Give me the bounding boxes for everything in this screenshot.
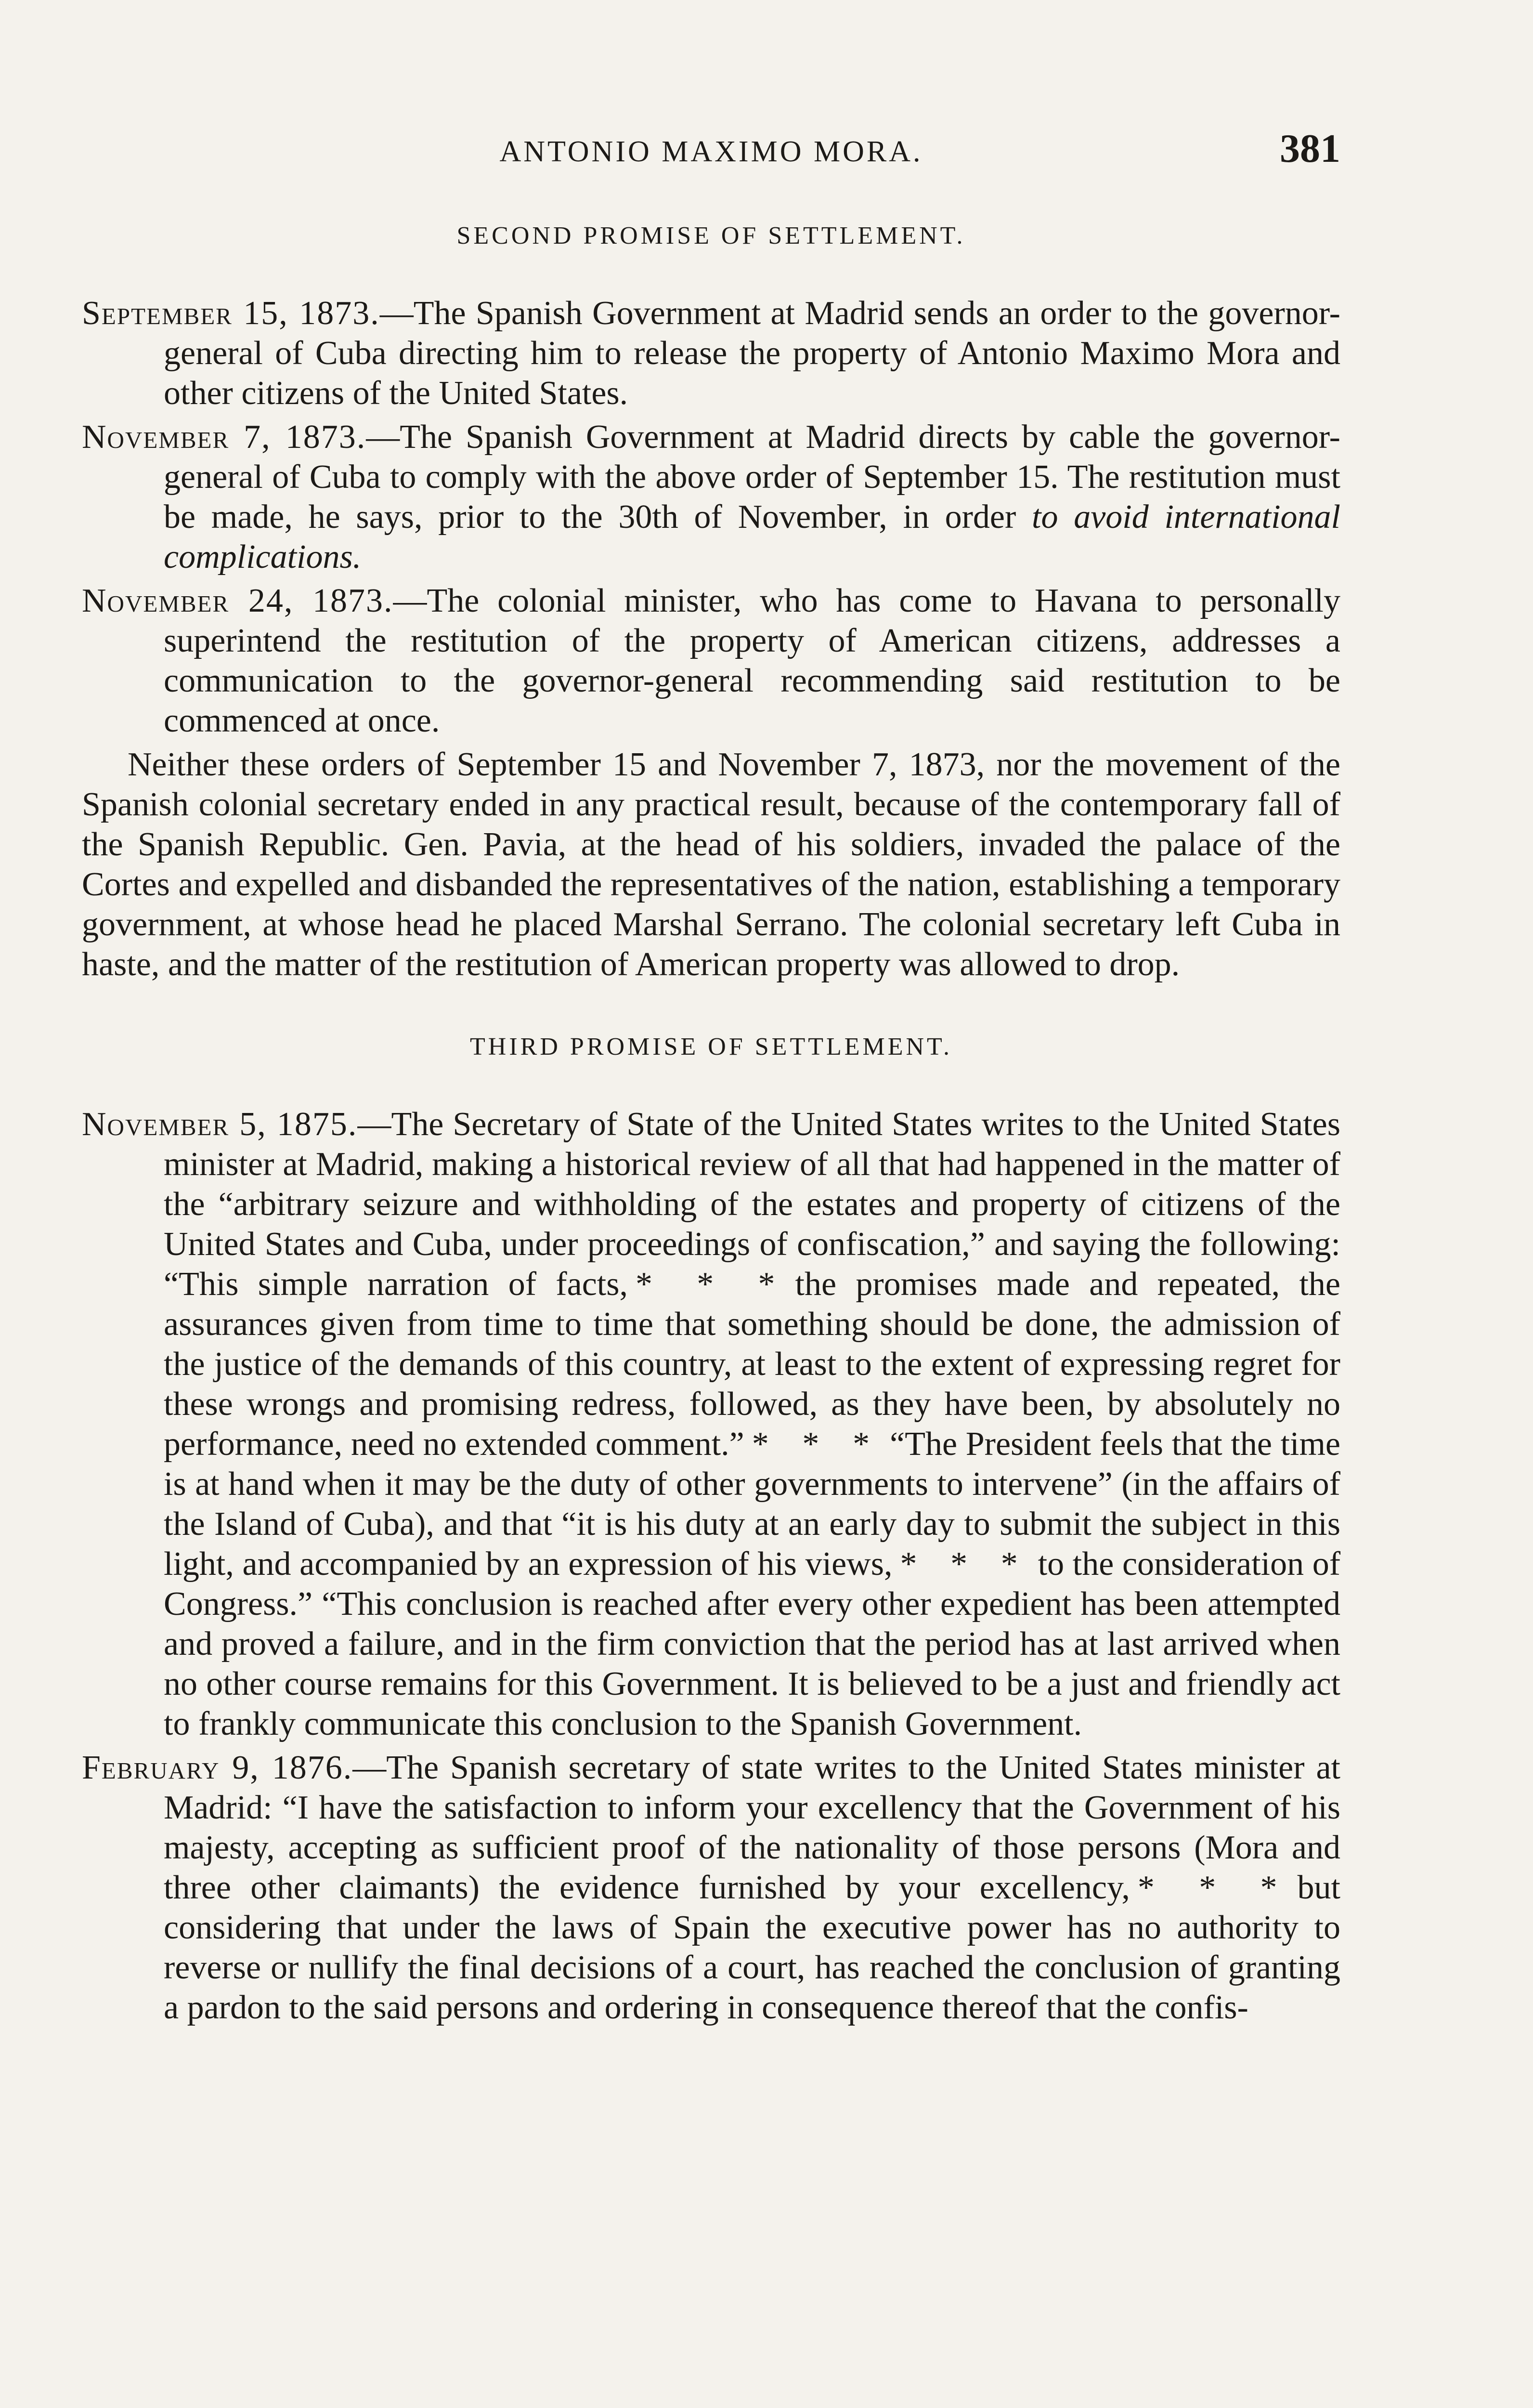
entry-text: —The Spanish secretary of state writes to the United States minister at Madrid: “I have the satisfaction to inform your excellency that the Government of his majesty, accepting as sufficient proof of the nationality of those persons (Mora and three other claimants) the evidence furnished by your excellency,: [164, 1749, 1340, 1906]
ellipsis-stars: * * *: [752, 1426, 883, 1463]
entry-emphasis: to avoid international complications.: [164, 498, 1340, 576]
entry-date: February 9, 1876.: [82, 1749, 353, 1786]
entry-date: November 5, 1875.: [82, 1106, 358, 1143]
entry-feb-9-1876: [82, 1748, 1340, 2028]
entry-text: —The colonial minister, who has come to Havana to personally superintend the restitution of the property of American citizens, addresses a communication to the governor-general recommending said restitution to be commenced at once.: [164, 582, 1340, 739]
page-number: 381: [1280, 126, 1340, 171]
entry-date: November 7, 1873.: [82, 419, 366, 456]
entry-text: the promises made and repeated, the assurances given from time to time that something should be done, the admission of the justice of the demands of this country, at least to the extent of expressing regret for these wrongs and promising redress, followed, as they have been, by absolutely no performance, need no extended comment.”: [164, 1266, 1340, 1463]
entry-sep-15-1873: [82, 293, 1340, 413]
entry-nov-24-1873: [82, 581, 1340, 741]
section-heading: THIRD PROMISE OF SETTLEMENT.: [470, 1033, 952, 1060]
ellipsis-stars: * * *: [635, 1266, 788, 1303]
running-title: ANTONIO MAXIMO MORA.: [499, 135, 923, 168]
entry-text: —The Spanish Government at Madrid directs by cable the governor-general of Cuba to comply with the above order of September 15. The restitution must be made, he says, prior to the 30th of November, in order: [164, 419, 1340, 536]
ellipsis-stars: * * *: [1137, 1869, 1290, 1906]
entry-date: November 24, 1873.: [82, 582, 393, 619]
entry-text: to the consideration of Congress.” “This conclusion is reached after every other expedient has been attempted and proved a failure, and in the firm conviction that the period has at last arrived when no other course remains for this Government. It is believed to be a just and friendly act to frankly communicate this conclusion to the Spanish Government.: [164, 1545, 1341, 1742]
section-heading: SECOND PROMISE OF SETTLEMENT.: [456, 222, 966, 249]
running-header: [82, 125, 1340, 178]
entry-text: —The Spanish Government at Madrid sends an order to the governor-general of Cuba directing him to release the property of Antonio Maximo Mora and other citizens of the United States.: [164, 295, 1340, 412]
ellipsis-stars: * * *: [900, 1545, 1030, 1583]
entry-date: September 15, 1873.: [82, 295, 380, 332]
section-third-promise: [82, 1033, 1340, 2028]
entry-nov-7-1873: [82, 417, 1340, 577]
entry-text: “The President feels that the time is at hand when it may be the duty of other governments to intervene” (in the affairs of the Island of Cuba), and that “it is his duty at an early day to submit the subject in this light, and accompanied by an expression of his views,: [164, 1426, 1340, 1583]
entry-nov-5-1875: [82, 1104, 1340, 1744]
entry-text: —The Secretary of State of the United States writes to the United States minister at Madrid, making a historical review of all that had happened in the matter of the “arbitrary seizure and withholding of the estates and property of citizens of the United States and Cuba, under proceedings of confiscation,” and saying the following: “This simple narration of facts,: [164, 1106, 1340, 1303]
body-paragraph: Neither these orders of September 15 and November 7, 1873, nor the movement of the Spanish colonial secretary ended in any practical result, because of the contemporary fall of the Spanish Republic. Gen. Pavia, at the head of his soldiers, invaded the palace of the Cortes and expelled and disbanded the representatives of the nation, establishing a temporary government, at whose head he placed Marshal Serrano. The colonial secretary left Cuba in haste, and the matter of the restitution of American property was allowed to drop.: [82, 746, 1340, 983]
section-second-promise: [82, 222, 1340, 984]
entry-text: but considering that under the laws of Spain the executive power has no authority to reverse or nullify the final decisions of a court, has reached the conclusion of granting a pardon to the said persons and ordering in consequence thereof that the confis-: [164, 1869, 1340, 2026]
